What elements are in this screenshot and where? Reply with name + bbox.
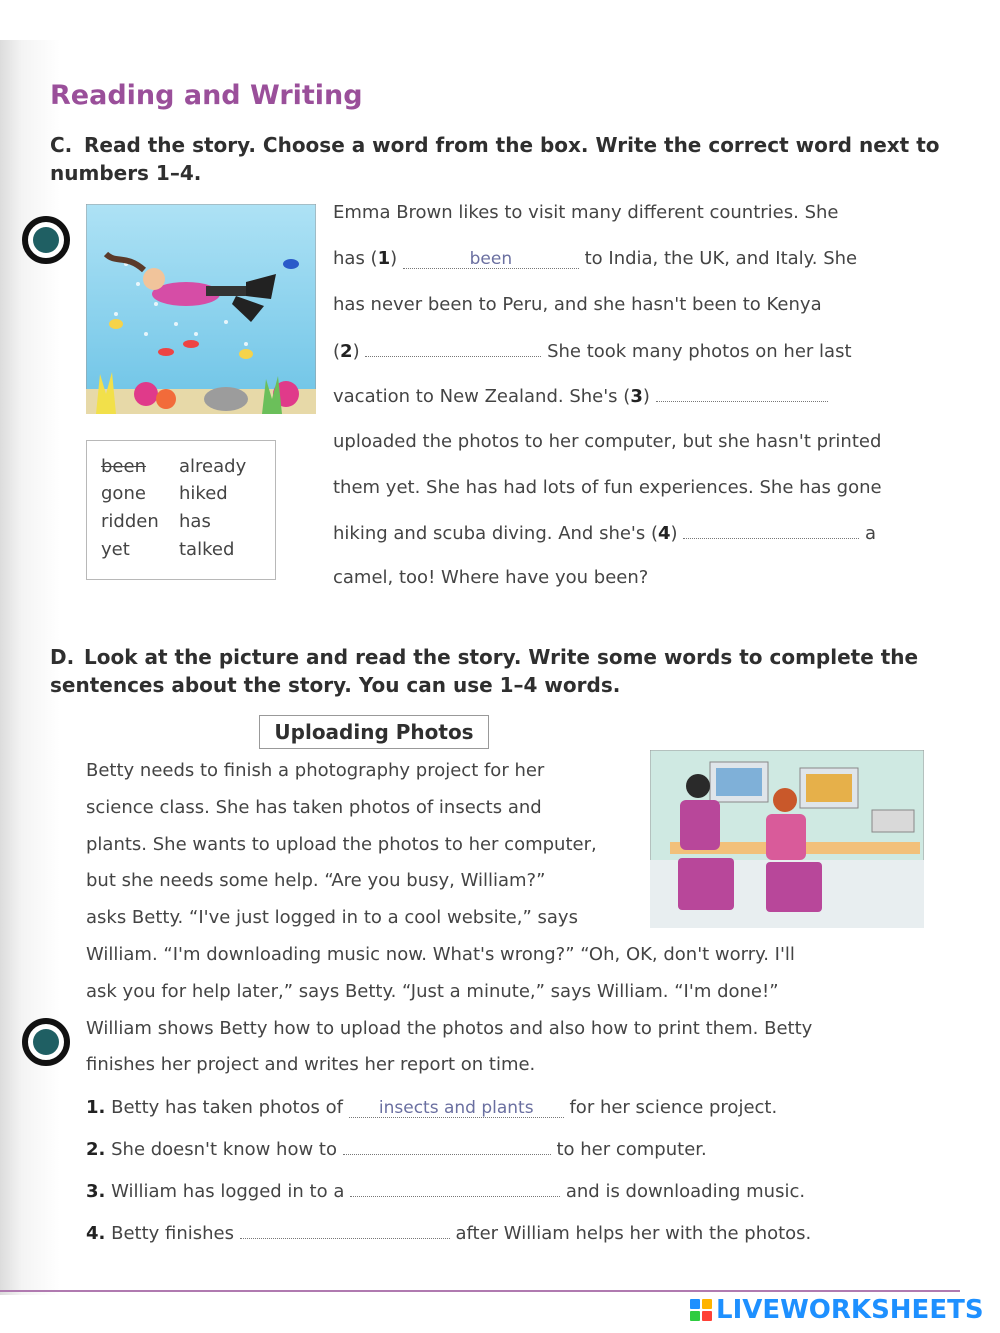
- story-d-line-3: plants. She wants to upload the photos to her computer,: [86, 834, 597, 855]
- liveworksheets-logo-icon: [690, 1299, 712, 1321]
- section-d-radio-button[interactable]: [22, 1018, 70, 1066]
- blank-3-number: 3: [630, 386, 643, 407]
- question-4-input[interactable]: [240, 1222, 450, 1239]
- word-box: [86, 440, 276, 580]
- section-c-instruction: [50, 131, 950, 187]
- story-d-line-4: but she needs some help. “Are you busy, William?”: [86, 870, 546, 891]
- blank-1-input[interactable]: been: [403, 252, 579, 269]
- story-c-line-6: uploaded the photos to her computer, but she hasn't printed: [333, 431, 882, 452]
- section-c-radio-button[interactable]: [22, 216, 70, 264]
- question-2-text: She doesn't know how to: [111, 1139, 337, 1160]
- radio-dot-icon: [33, 1029, 59, 1055]
- story-c-line-4-post: She took many photos on her last: [547, 341, 852, 362]
- brand-text: LIVEWORKSHEETS: [716, 1295, 984, 1325]
- story-c-line-8-pre: hiking and scuba diving. And she's (: [333, 523, 658, 544]
- question-2-post: to her computer.: [556, 1139, 707, 1160]
- question-4-post: after William helps her with the photos.: [455, 1223, 812, 1244]
- radio-dot-icon: [33, 227, 59, 253]
- story-d-line-2: science class. She has taken photos of insects and: [86, 797, 542, 818]
- story-c-line-5-mid: ): [642, 386, 650, 407]
- story-c-line-1: Emma Brown likes to visit many different countries. She: [333, 202, 839, 223]
- story-d-line-7: ask you for help later,” says Betty. “Just a minute,” says William. “I'm done!”: [86, 981, 779, 1002]
- question-1-number: 1.: [86, 1097, 106, 1118]
- blank-2-input[interactable]: [365, 340, 541, 357]
- blank-1-number: 1: [377, 248, 391, 269]
- word-ridden: ridden: [101, 511, 159, 532]
- story-c-line-2: [333, 248, 857, 269]
- story-c-line-5-pre: vacation to New Zealand. She's (: [333, 386, 631, 407]
- blank-3-input[interactable]: [656, 385, 828, 402]
- story-d-line-5: asks Betty. “I've just logged in to a cool website,” says: [86, 907, 578, 928]
- word-hiked: hiked: [179, 483, 228, 504]
- section-d-letter: D.: [50, 645, 75, 669]
- question-1: [86, 1097, 777, 1118]
- word-has: has: [179, 511, 211, 532]
- question-4-number: 4.: [86, 1223, 106, 1244]
- question-3-post: and is downloading music.: [565, 1181, 806, 1202]
- story-c-line-2-post: to India, the UK, and Italy. She: [584, 248, 858, 269]
- word-already: already: [179, 456, 247, 477]
- section-c-story: [333, 200, 953, 600]
- section-c-instruction-text: Read the story. Choose a word from the box. Write the correct word next to numbers 1–4.: [50, 133, 940, 185]
- diver-illustration: [86, 204, 316, 414]
- story-c-line-5: [333, 385, 828, 407]
- question-2: [86, 1138, 707, 1160]
- section-d-story: [86, 758, 966, 1088]
- blank-4-input[interactable]: [683, 522, 859, 539]
- story-c-line-2-pre: has (: [333, 248, 378, 269]
- question-3-text: William has logged in to a: [111, 1181, 345, 1202]
- word-yet: yet: [101, 539, 130, 560]
- story-d-line-9: finishes her project and writes her report on time.: [86, 1054, 536, 1075]
- blank-2-number: 2: [340, 341, 353, 362]
- question-3-input[interactable]: [350, 1180, 560, 1197]
- story-c-line-4: (2) She took many photos on her last: [333, 341, 852, 362]
- story-c-line-8-post: a: [865, 523, 877, 544]
- story-c-line-9: camel, too! Where have you been?: [333, 567, 649, 588]
- section-title: Reading and Writing: [50, 80, 363, 111]
- word-been: been: [101, 456, 146, 477]
- question-2-number: 2.: [86, 1139, 106, 1160]
- story-title: Uploading Photos: [259, 715, 489, 749]
- question-1-input[interactable]: insects and plants: [349, 1101, 564, 1118]
- top-bar: [0, 0, 1000, 40]
- story-c-line-3: has never been to Peru, and she hasn't been to Kenya: [333, 294, 822, 315]
- footer-divider: [0, 1290, 960, 1292]
- story-c-line-8-mid: ): [670, 523, 678, 544]
- section-c-letter: C.: [50, 133, 73, 157]
- brand-logo[interactable]: [690, 1295, 984, 1325]
- question-1-text: Betty has taken photos of: [111, 1097, 343, 1118]
- question-2-input[interactable]: [343, 1138, 551, 1155]
- story-d-line-8: William shows Betty how to upload the photos and also how to print them. Betty: [86, 1018, 813, 1039]
- story-c-line-2-mid: ): [390, 248, 398, 269]
- story-c-line-8: [333, 522, 876, 544]
- question-3-number: 3.: [86, 1181, 106, 1202]
- story-d-line-1: Betty needs to finish a photography project for her: [86, 760, 545, 781]
- question-4: [86, 1222, 811, 1244]
- blank-4-number: 4: [658, 523, 671, 544]
- question-3: [86, 1180, 805, 1202]
- question-1-post: for her science project.: [569, 1097, 778, 1118]
- story-c-line-7: them yet. She has had lots of fun experiences. She has gone: [333, 477, 882, 498]
- word-talked: talked: [179, 539, 235, 560]
- story-d-line-6: William. “I'm downloading music now. What's wrong?” “Oh, OK, don't worry. I'll: [86, 944, 795, 965]
- question-4-text: Betty finishes: [111, 1223, 235, 1244]
- word-gone: gone: [101, 483, 146, 504]
- section-d-instruction-text: Look at the picture and read the story. Write some words to complete the sentences about the story. You can use 1–4 words.: [50, 645, 919, 697]
- section-d-instruction: [50, 643, 950, 699]
